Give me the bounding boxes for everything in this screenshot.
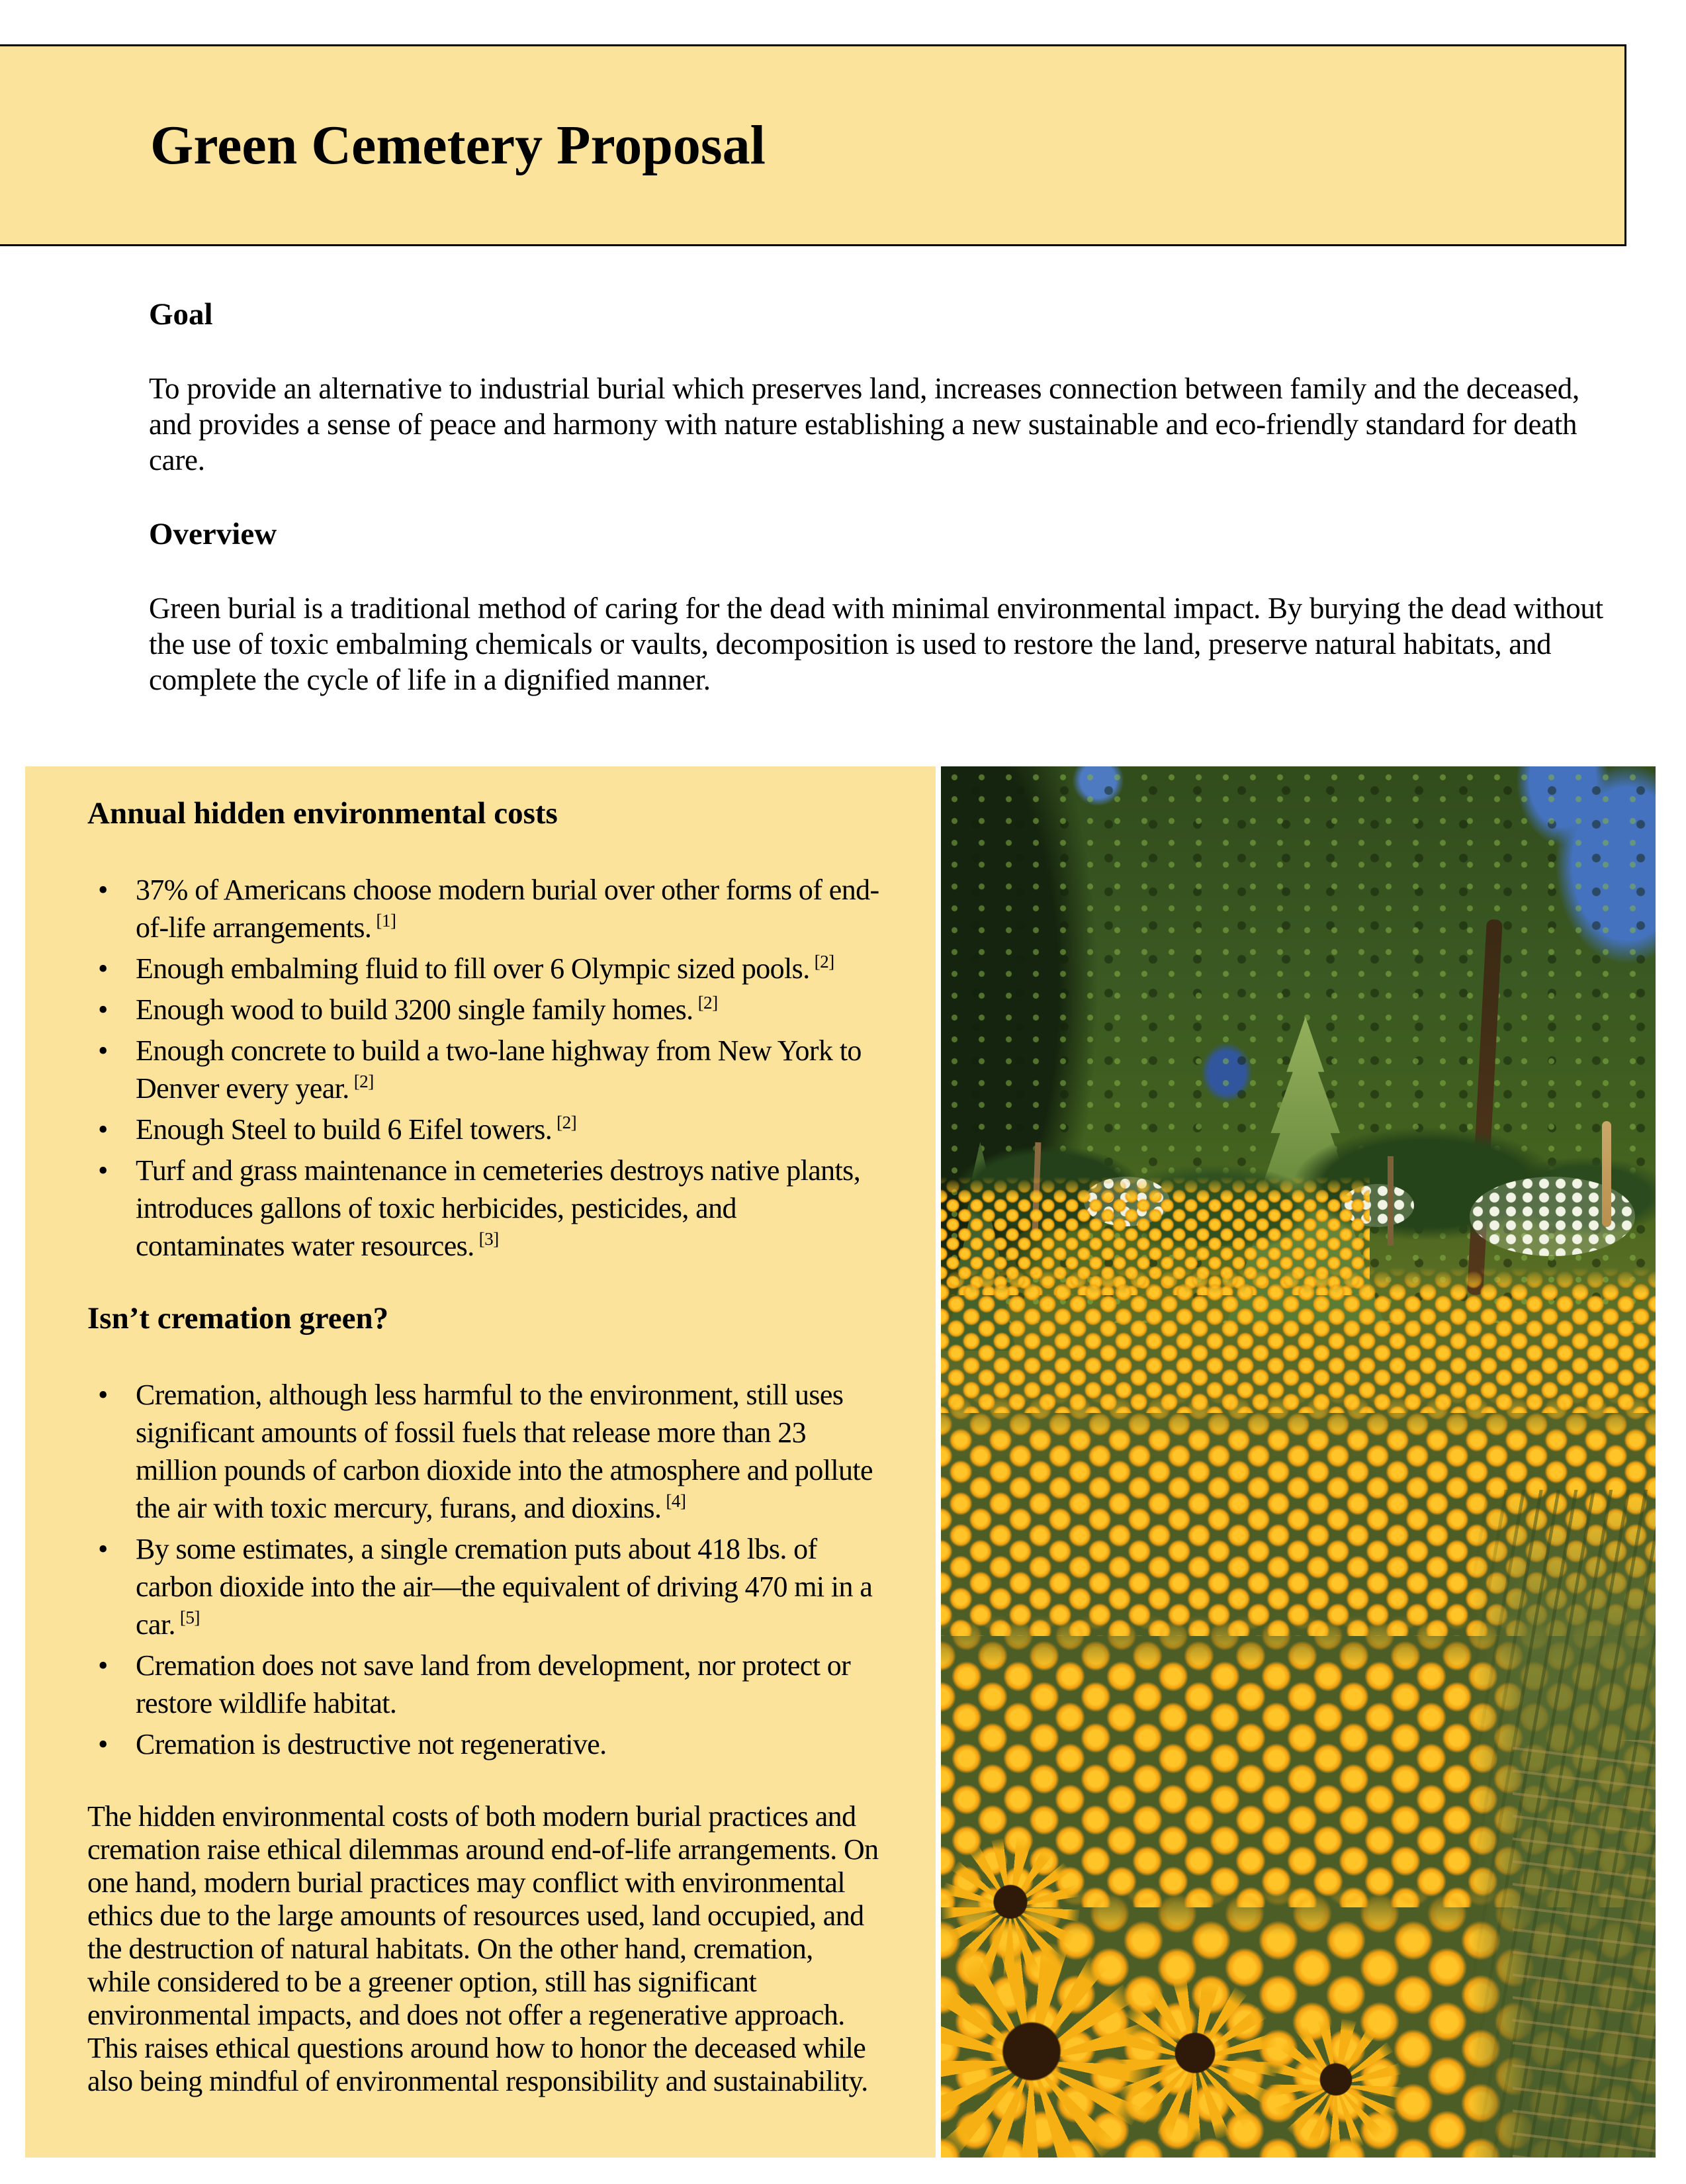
photo-dry-stalks: [1513, 1740, 1656, 2158]
list-item: [87, 1647, 881, 1722]
list-item-text: Enough concrete to build a two-lane highway from New York to Denver every year.: [136, 1034, 862, 1105]
wildflower-field-photo: [941, 766, 1656, 2158]
list-item-text: Cremation is destructive not regenerative.: [136, 1728, 607, 1760]
list-item: [87, 1530, 881, 1643]
citation-ref: [1]: [376, 911, 396, 931]
photo-large-bloom: [941, 1838, 1080, 1977]
costs-heading: Annual hidden environmental costs: [87, 796, 558, 831]
list-item-text: By some estimates, a single cremation puts about 418 lbs. of carbon dioxide into the air—the equivalent of driving 470 mi in a car.: [136, 1533, 873, 1641]
citation-ref: [2]: [353, 1071, 374, 1092]
list-item: [87, 991, 881, 1028]
list-item: [87, 1032, 881, 1107]
list-item-text: 37% of Americans choose modern burial over other forms of end-of-life arrangements.: [136, 874, 879, 944]
environmental-costs-box: [25, 766, 936, 2158]
list-item-text: Enough Steel to build 6 Eifel towers.: [136, 1113, 553, 1146]
list-item: [87, 1152, 881, 1265]
citation-ref: [2]: [556, 1113, 577, 1133]
cremation-list: [87, 1376, 881, 1763]
citation-ref: [2]: [814, 952, 834, 972]
list-item-text: Turf and grass maintenance in cemeteries destroys native plants, introduces gallons of toxic herbicides, pesticides, and contaminates water resources.: [136, 1154, 861, 1262]
goal-heading: Goal: [149, 297, 213, 332]
summary-paragraph: The hidden environmental costs of both modern burial practices and cremation raise ethical dilemmas around end-of-life arrangements. On one hand, modern burial practices may conflict with environmental ethics due to the large amounts of resources used, land occupied, and the destruction of natural habitats. On the other hand, cremation, while considered to be a greener option, still has significant environmental impacts, and does not offer a regenerative approach. This raises ethical questions around how to honor the deceased while also being mindful of environmental responsibility and sustainability.: [87, 1800, 879, 2097]
list-item-text: Cremation, although less harmful to the environment, still uses significant amounts of fossil fuels that release more than 23 million pounds of carbon dioxide into the atmosphere and pollute the air with toxic mercury, furans, and dioxins.: [136, 1379, 873, 1524]
page-title: Green Cemetery Proposal: [150, 114, 766, 176]
list-item: [87, 1376, 881, 1527]
photo-large-bloom: [1112, 1977, 1278, 2142]
photo-flower-band: [941, 1267, 1656, 1414]
intro-sections: [149, 296, 1611, 736]
list-item: [87, 950, 881, 987]
overview-paragraph: Green burial is a traditional method of caring for the dead with minimal environmental impact. By burying the dead without the use of toxic embalming chemicals or vaults, decomposition is used to restore the land, preserve natural habitats, and complete the cycle of life in a dignified manner.: [149, 592, 1603, 696]
citation-ref: [3]: [478, 1229, 499, 1250]
list-item-text: Enough wood to build 3200 single family homes.: [136, 993, 693, 1026]
two-column-band: [25, 766, 1656, 2158]
list-item: [87, 871, 881, 946]
overview-heading: Overview: [149, 517, 277, 551]
title-banner: [0, 44, 1626, 246]
list-item: [87, 1725, 881, 1763]
citation-ref: [4]: [666, 1491, 686, 1512]
list-item-text: Cremation does not save land from development, nor protect or restore wildlife habitat.: [136, 1649, 851, 1719]
photo-seed-spike: [1602, 1121, 1611, 1227]
list-item: [87, 1111, 881, 1148]
cremation-heading: Isn’t cremation green?: [87, 1301, 389, 1336]
photo-large-bloom: [1270, 2019, 1402, 2151]
goal-paragraph: To provide an alternative to industrial burial which preserves land, increases connection between family and the deceased, and provides a sense of peace and harmony with nature establishing a new sustainable and eco-friendly standard for death care.: [149, 372, 1579, 477]
costs-list: [87, 871, 881, 1265]
photo-wooden-stake: [1388, 1156, 1394, 1246]
citation-ref: [5]: [179, 1608, 200, 1628]
citation-ref: [2]: [697, 993, 718, 1013]
list-item-text: Enough embalming fluid to fill over 6 Olympic sized pools.: [136, 952, 810, 985]
